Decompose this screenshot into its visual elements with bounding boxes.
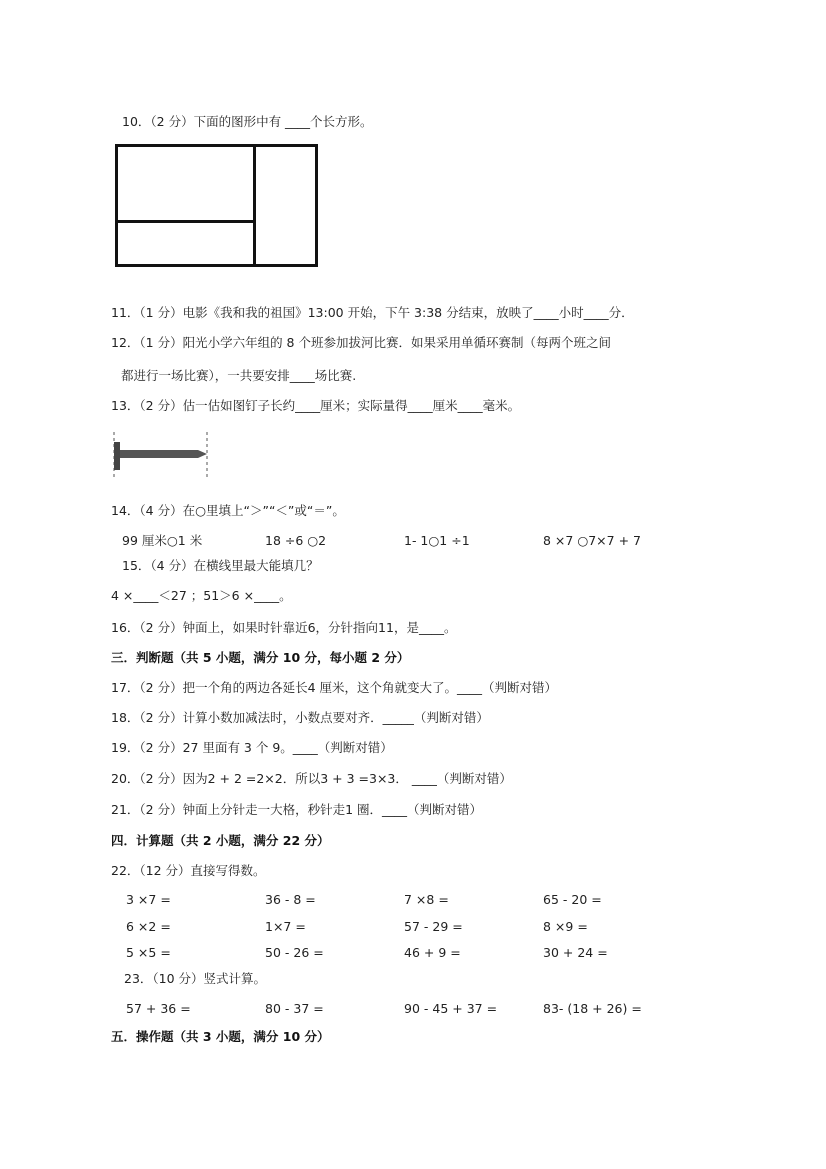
- question-18: 18．（2 分）计算小数加减法时，小数点要对齐．_____（判断对错）: [111, 710, 489, 725]
- calc-item: 65 - 20 =: [543, 892, 602, 907]
- question-15: 15．（4 分）在横线里最大能填几？: [122, 558, 319, 573]
- calc-item: 1×7 =: [265, 919, 306, 934]
- question-20: 20．（2 分）因为2 + 2 =2×2．所以3 + 3 =3×3． ____（判断对错）: [111, 771, 512, 786]
- calc-item: 8 ×9 =: [543, 919, 588, 934]
- question-22: 22．（12 分）直接写得数。: [111, 863, 266, 878]
- question-12-line2: 都进行一场比赛），一共要安排____场比赛.: [121, 368, 357, 383]
- compare-item: 1- 1○1 ÷1: [404, 533, 470, 548]
- question-12-line1: 12．（1 分）阳光小学六年组的 8 个班参加拔河比赛．如果采用单循环赛制（每两个班之间: [111, 335, 611, 350]
- question-16: 16．（2 分）钟面上，如果时针靠近6，分针指向11，是____。: [111, 620, 457, 635]
- section-5-heading: 五．操作题（共 3 小题，满分 10 分）: [111, 1029, 330, 1044]
- calc-item: 50 - 26 =: [265, 945, 324, 960]
- question-19: 19．（2 分）27 里面有 3 个 9。____（判断对错）: [111, 740, 393, 755]
- calc-item: 57 - 29 =: [404, 919, 463, 934]
- calc-item: 30 + 24 =: [543, 945, 608, 960]
- calc-item: 7 ×8 =: [404, 892, 449, 907]
- compare-item: 18 ÷6 ○2: [265, 533, 327, 548]
- vertical-calc-item: 80 - 37 =: [265, 1001, 324, 1016]
- compare-item: 8 ×7 ○7×7 + 7: [543, 533, 641, 548]
- section-4-heading: 四．计算题（共 2 小题，满分 22 分）: [111, 833, 330, 848]
- section-3-heading: 三．判断题（共 5 小题，满分 10 分，每小题 2 分）: [111, 650, 410, 665]
- question-23: 23．（10 分）竖式计算。: [124, 971, 267, 986]
- vertical-calc-item: 90 - 45 + 37 =: [404, 1001, 498, 1016]
- question-10: 10．（2 分）下面的图形中有 ____个长方形。: [122, 114, 373, 129]
- calc-item: 6 ×2 =: [126, 919, 171, 934]
- calc-item: 36 - 8 =: [265, 892, 316, 907]
- question-17: 17．（2 分）把一个角的两边各延长4 厘米，这个角就变大了。____（判断对错）: [111, 680, 558, 695]
- calc-item: 3 ×7 =: [126, 892, 171, 907]
- vertical-calc-item: 83- (18 + 26) =: [543, 1001, 642, 1016]
- question-21: 21．（2 分）钟面上分针走一大格，秒针走1 圈．____（判断对错）: [111, 802, 483, 817]
- question-11: 11．（1 分）电影《我和我的祖国》13:00 开始，下午 3:38 分结束，放映了____小时____分．: [111, 305, 634, 320]
- vertical-calc-item: 57 + 36 =: [126, 1001, 191, 1016]
- calc-item: 46 + 9 =: [404, 945, 461, 960]
- nail-image: [110, 430, 210, 480]
- question-14: 14．（4 分）在○里填上“＞”“＜”或“＝”。: [111, 503, 345, 518]
- calc-item: 5 ×5 =: [126, 945, 171, 960]
- question-15-line2: 4 ×____＜27 ；51＞6 ×____。: [111, 588, 292, 603]
- question-13: 13．（2 分）估一估如图钉子长约____厘米；实际量得____厘米____毫米。: [111, 398, 521, 413]
- compare-item: 99 厘米○1 米: [122, 533, 203, 548]
